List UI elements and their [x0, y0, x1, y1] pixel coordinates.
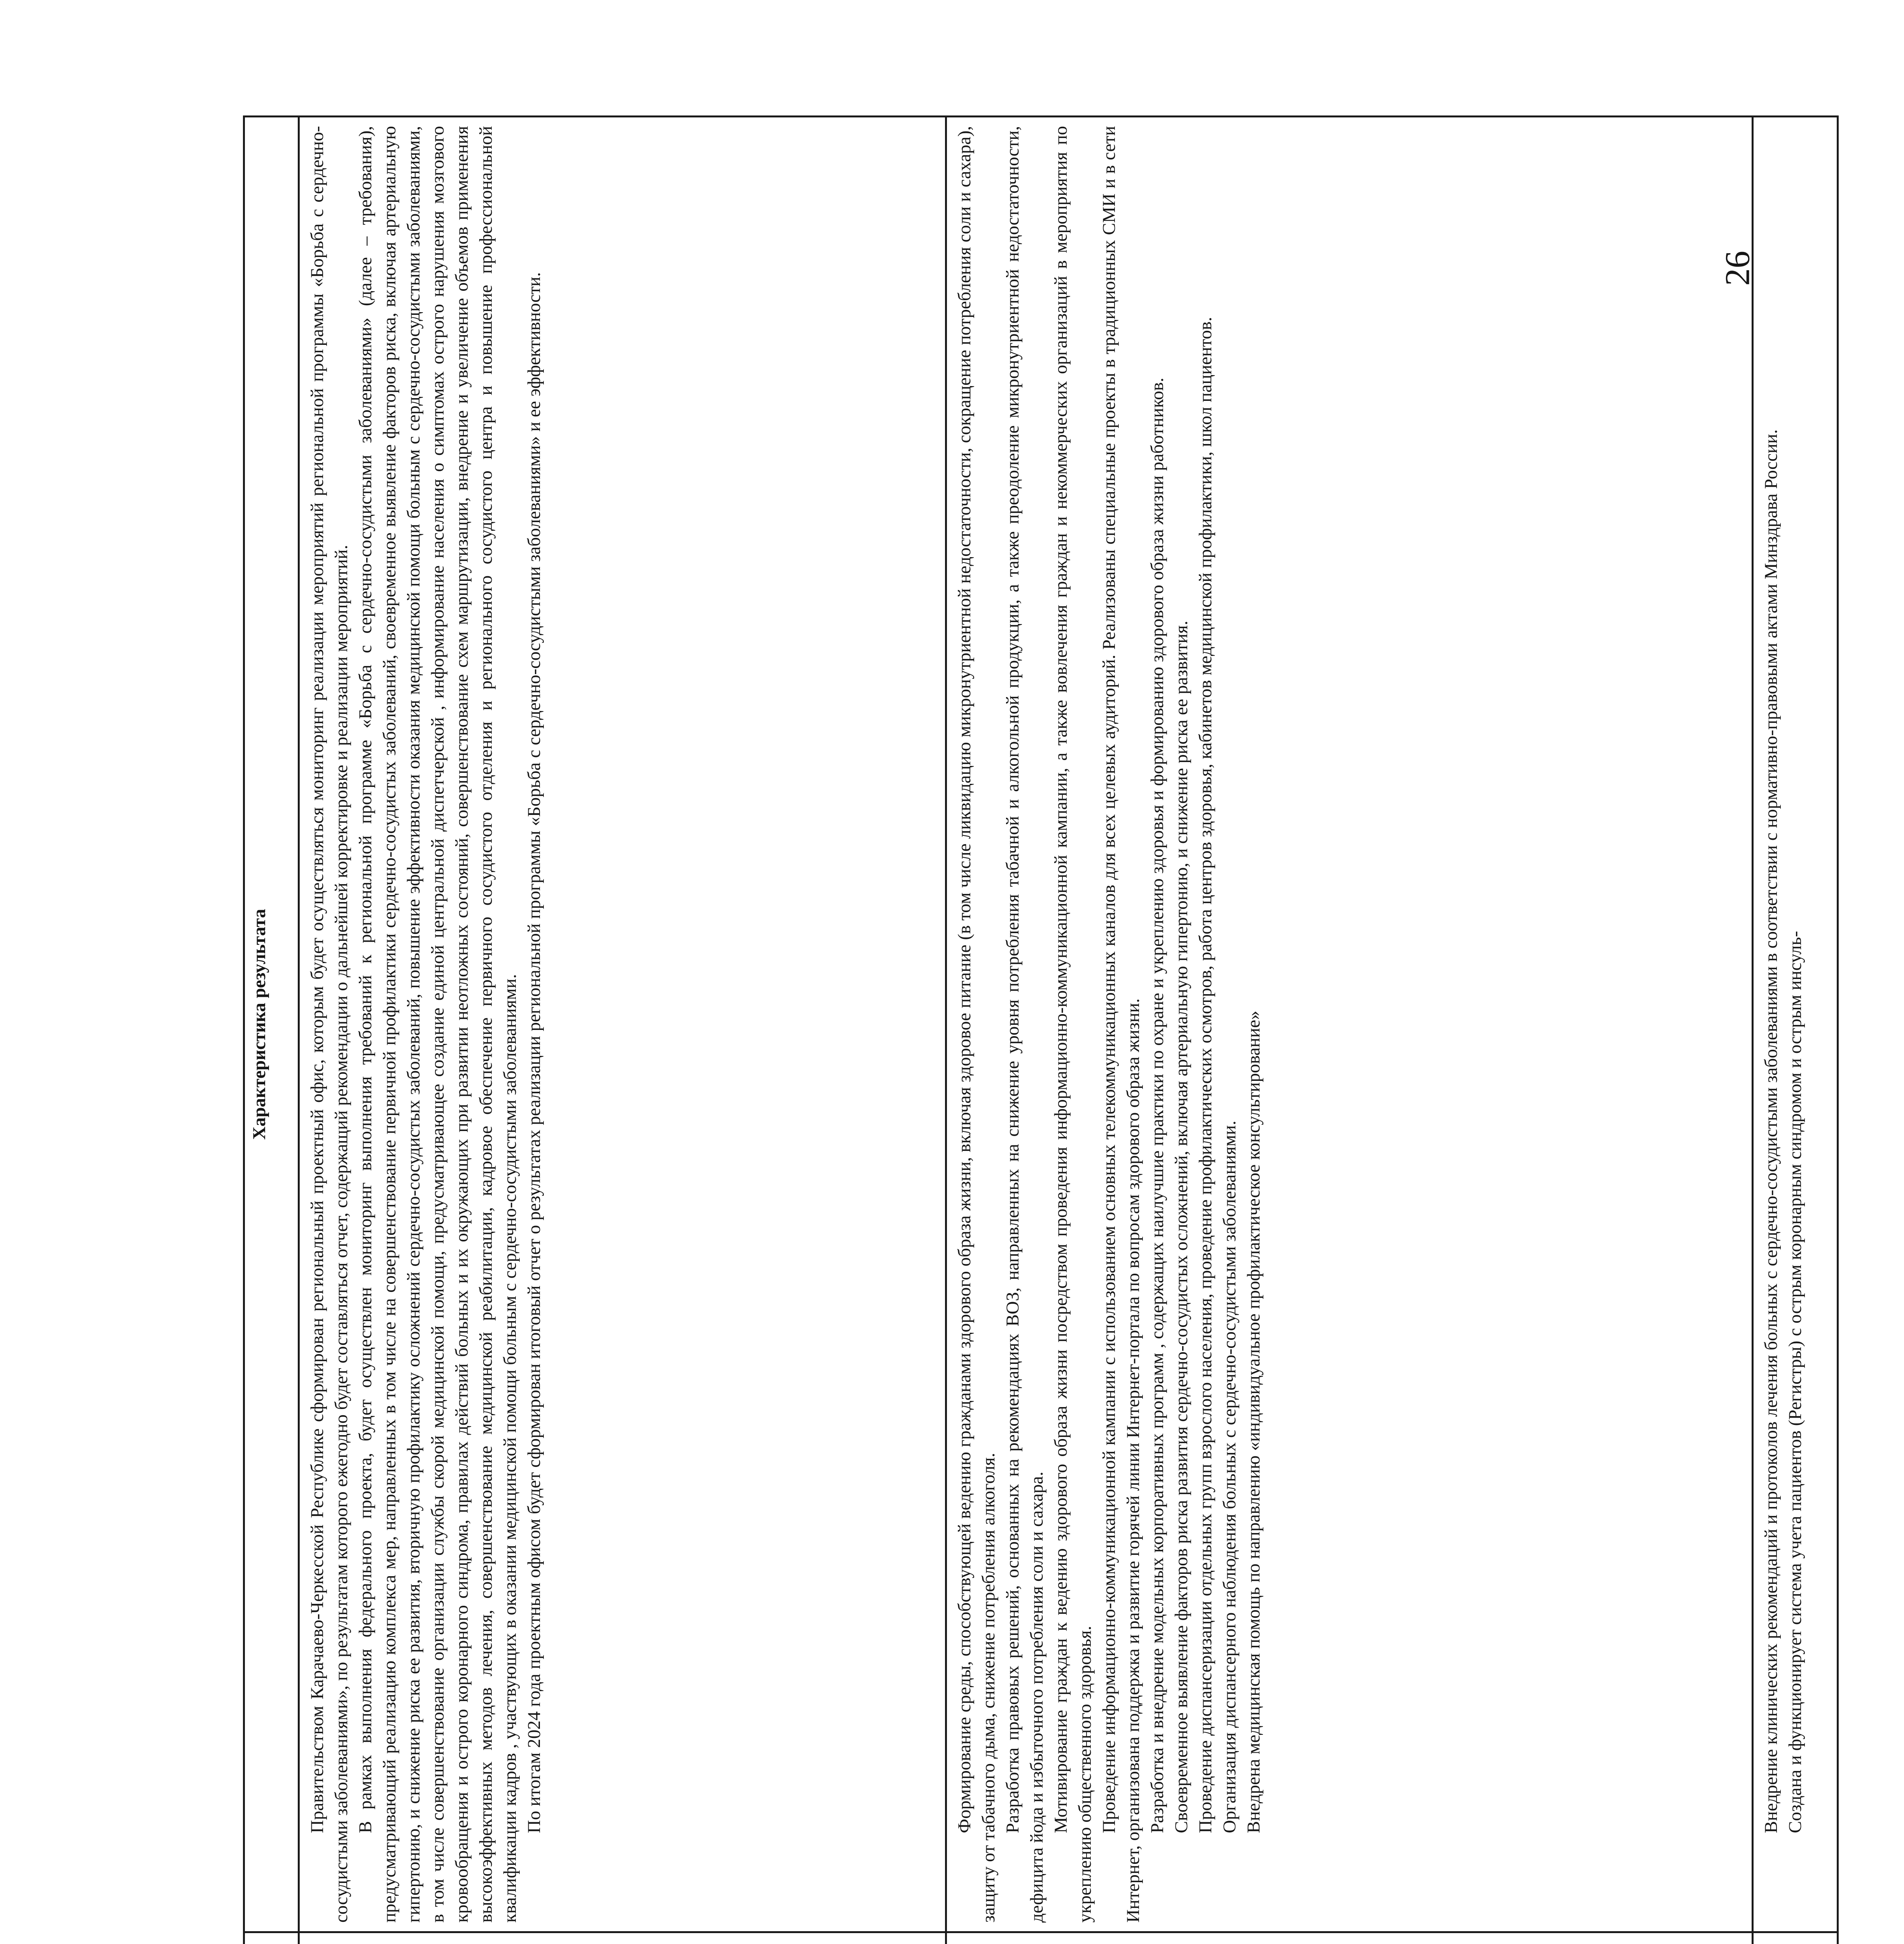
result-paragraph: Организация диспансерного наблюдения больных с сердечно-сосудистыми заболеваниями. — [1219, 1121, 1240, 1833]
result-paragraph: Мотивирование граждан к ведению здорового образа жизни посредством проведения информационно-коммуникационной кампании, а также вовлечения граждан и некоммерческих организаций в мероприятия по укреплению общественного здоровья. — [1051, 126, 1095, 1923]
header-task-name — [244, 1932, 299, 1944]
task-name — [1759, 1942, 1831, 1944]
task-name-cell — [1753, 1932, 1838, 1944]
result-paragraph: В рамках выполнения федерального проекта, будет осуществлен мониторинг выполнения требований к региональной программе «Борьба с сердечно-сосудистыми заболеваниями» (далее – требования), предусматривающий реализацию комплекса мер, направленных в том числе на совершенствование первичной профилактики сердечно-сосудистых заболеваний, своевременное выявление факторов риска, включая артериальную гипертонию, и снижение риска ее развития, вторичную профилактику осложнений сердечно-сосудистых заболеваний, повышение эффективности оказания медицинской помощи больным с сердечно-сосудистыми заболеваниями, в том числе совершенствование организации службы скорой медицинской помощи, предусматривающее создание единой центральной диспетчерской , информирование населения о симптомах острого нарушения мозгового кровообращения и острого коронарного синдрома, правилах действий больных и их окружающих при развитии неотложных состояний, совершенствование схем маршрутизации, внедрение и увеличение объемов применения высокоэффективных методов лечения, совершенствование медицинской реабилитации, кадровое обеспечение первичного сосудистого отделения и регионального сосудистого центра и повышение профессиональной квалификации кадров , участвующих в оказании медицинской помощи больным с сердечно-сосудистыми заболеваниями. — [355, 126, 521, 1923]
table-row — [299, 117, 946, 1944]
result-paragraph: Создана и функционирует система учета пациентов (Регистры) с острым коронарным синдромом и острым инсуль- — [1785, 931, 1806, 1833]
tasks-table — [243, 115, 1839, 1944]
page-number: 26 — [1718, 251, 1757, 286]
table-row — [946, 117, 1753, 1944]
result-paragraph: Правительством Карачаево-Черкесской Республике сформирован региональный проектный офис, которым будет осуществляться мониторинг реализации мероприятий региональной программы «Борьба с сердечно-сосудистыми заболеваниями», по результатам которого ежегодно будет составляться отчет, содержащий рекомендации о дальнейшей корректировке и реализации мероприятий. — [307, 126, 352, 1923]
result-paragraph: Своевременное выявление факторов риска развития сердечно-сосудистых осложнений, включая артериальную гипертонию, и снижение риска ее развития. — [1171, 621, 1192, 1833]
table-header-row — [244, 117, 299, 1944]
result-cell — [1753, 117, 1838, 1932]
result-paragraph: Формирование среды, способствующей ведению гражданами здорового образа жизни, включая здоровое питание (в том числе ликвидацию микронутриентной недостаточности, сокращение потребления соли и сахара), защиту от табачного дыма, снижение потребления алкоголя. — [954, 126, 999, 1923]
rotated-table-wrapper — [243, 117, 1806, 1944]
result-cell — [946, 117, 1753, 1932]
task-name-cell — [299, 1932, 946, 1944]
result-paragraph: Разработка правовых решений, основанных на рекомендациях ВОЗ, направленных на снижение уровня потребления табачной и алкогольной продукции, а также преодоление микронутриентной недостаточности, дефицита йода и избыточного потребления соли и сахара. — [1003, 126, 1047, 1923]
task-name-cell — [946, 1932, 1753, 1944]
result-cell — [299, 117, 946, 1932]
task-name — [305, 1942, 353, 1944]
result-paragraph: Разработка и внедрение модельных корпоративных программ , содержащих наилучшие практики по охране и укреплению здоровья и формированию здорового образа жизни работников. — [1147, 378, 1168, 1833]
result-paragraph: Проведение информационно-коммуникационной кампании с использованием основных телекоммуникационных каналов для всех целевых аудиторий. Реализованы специальные проекты в традиционных СМИ и в сети Интернет, организована поддержка и развитие горячей линии Интернет-портала по вопросам здорового образа жизни. — [1099, 126, 1144, 1923]
result-paragraph: Внедрена медицинская помощь по направлению «индивидуальное профилактическое консультирование» — [1244, 1010, 1264, 1833]
task-name — [952, 1942, 1025, 1944]
result-paragraph: Проведение диспансеризации отдельных групп взрослого населения, проведение профилактических осмотров, работа центров здоровья, кабинетов медицинской профилактики, школ пациентов. — [1195, 317, 1216, 1833]
result-paragraph: Внедрение клинических рекомендаций и протоколов лечения больных с сердечно-сосудистыми заболеваниями в соответствии с нормативно-правовыми актами Минздрава России. — [1761, 429, 1782, 1833]
table-row — [1753, 117, 1838, 1944]
header-result: Характеристика результата — [244, 117, 299, 1932]
result-paragraph: По итогам 2024 года проектным офисом будет сформирован итоговый отчет о результатах реализации региональной программы «Борьба с сердечно-сосудистыми заболеваниями» и ее эффективности. — [524, 272, 545, 1833]
